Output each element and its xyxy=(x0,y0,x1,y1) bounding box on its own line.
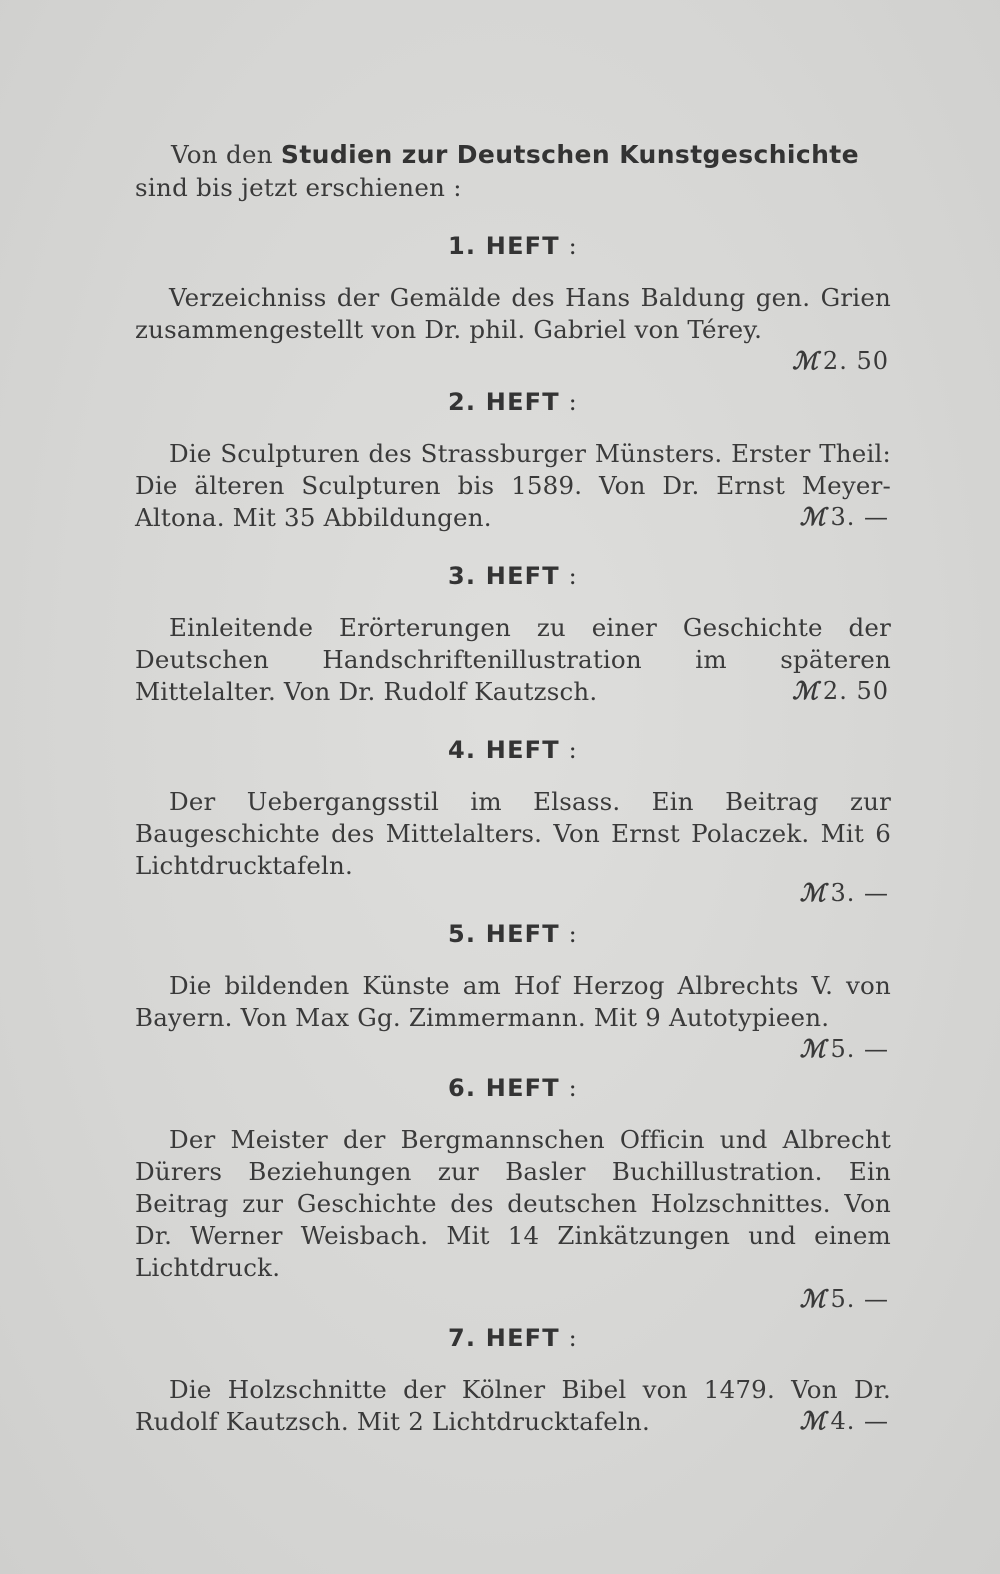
entry-price xyxy=(800,502,891,532)
entry-price xyxy=(800,1406,891,1436)
entry-heft-1 xyxy=(135,226,891,376)
entry-price xyxy=(135,1034,891,1064)
heft-heading: 5. HEFT : xyxy=(448,920,578,948)
price-value: 4. — xyxy=(830,1407,889,1435)
entry-heft-5 xyxy=(135,914,891,1064)
price-value: 3. — xyxy=(830,503,889,531)
entry-price xyxy=(135,346,891,376)
mark-symbol: ℳ xyxy=(799,1034,825,1063)
entry-description: Die Sculpturen des Strassburger Münsters. Erster Theil: Die älteren Sculpturen bis 1589. Von Dr. Ernst Meyer-Altona. Mit 35 Abbildungen. xyxy=(135,439,891,532)
heft-number: 6. HEFT xyxy=(448,1074,560,1102)
intro xyxy=(135,138,891,204)
heft-number: 7. HEFT xyxy=(448,1324,560,1352)
heft-number: 3. HEFT xyxy=(448,562,560,590)
entry-price xyxy=(135,878,891,908)
entry-description: Der Meister der Bergmannschen Officin und Albrecht Dürers Beziehungen zur Basler Buchillustration. Ein Beitrag zur Geschichte des deutschen Holzschnittes. Von Dr. Werner Weisbach. Mit 14 Zinkätzungen und einem Lichtdruck. xyxy=(135,1125,891,1282)
heft-number: 2. HEFT xyxy=(448,388,560,416)
mark-symbol: ℳ xyxy=(799,878,825,907)
heft-heading: 1. HEFT : xyxy=(448,232,578,260)
intro-prefix: Von den xyxy=(171,140,273,169)
entry-description: Der Uebergangsstil im Elsass. Ein Beitrag zur Baugeschichte des Mittelalters. Von Ernst Polaczek. Mit 6 Lichtdrucktafeln. xyxy=(135,787,891,880)
price-value: 5. — xyxy=(830,1035,889,1063)
price-value: 2. 50 xyxy=(822,677,889,705)
entry-heft-6 xyxy=(135,1068,891,1314)
page xyxy=(135,138,891,1438)
intro-line-1 xyxy=(135,138,891,171)
heft-heading: 2. HEFT : xyxy=(448,388,578,416)
entry-heft-3 xyxy=(135,556,891,708)
intro-line-2: sind bis jetzt erschienen : xyxy=(135,173,462,202)
mark-symbol: ℳ xyxy=(799,1284,825,1313)
heft-number: 1. HEFT xyxy=(448,232,560,260)
entry-description: Verzeichniss der Gemälde des Hans Baldung gen. Grien zusammengestellt von Dr. phil. Gabriel von Térey. xyxy=(135,283,891,344)
heft-number: 5. HEFT xyxy=(448,920,560,948)
mark-symbol: ℳ xyxy=(792,676,817,705)
entry-heft-4 xyxy=(135,730,891,908)
entry-description: Die bildenden Künste am Hof Herzog Albrechts V. von Bayern. Von Max Gg. Zimmermann. Mit 9 Autotypieen. xyxy=(135,971,891,1032)
price-value: 2. 50 xyxy=(822,347,889,375)
price-value: 3. — xyxy=(830,879,889,907)
heft-heading: 4. HEFT : xyxy=(448,736,578,764)
mark-symbol: ℳ xyxy=(799,502,825,531)
heft-heading: 7. HEFT : xyxy=(448,1324,578,1352)
mark-symbol: ℳ xyxy=(799,1406,825,1435)
heft-heading: 3. HEFT : xyxy=(448,562,578,590)
mark-symbol: ℳ xyxy=(792,346,817,375)
entry-heft-2 xyxy=(135,382,891,534)
heft-heading: 6. HEFT : xyxy=(448,1074,578,1102)
entry-price xyxy=(792,676,891,706)
series-title: Studien zur Deutschen Kunstgeschichte xyxy=(280,140,859,169)
entry-description: Die Holzschnitte der Kölner Bibel von 1479. Von Dr. Rudolf Kautzsch. Mit 2 Lichtdrucktafeln. xyxy=(135,1375,891,1436)
entry-heft-7 xyxy=(135,1318,891,1438)
price-value: 5. — xyxy=(830,1285,889,1313)
entry-description: Einleitende Erörterungen zu einer Geschichte der Deutschen Handschriftenillustration im späteren Mittelalter. Von Dr. Rudolf Kautzsch. xyxy=(135,613,891,706)
entry-price xyxy=(135,1284,891,1314)
heft-number: 4. HEFT xyxy=(448,736,560,764)
